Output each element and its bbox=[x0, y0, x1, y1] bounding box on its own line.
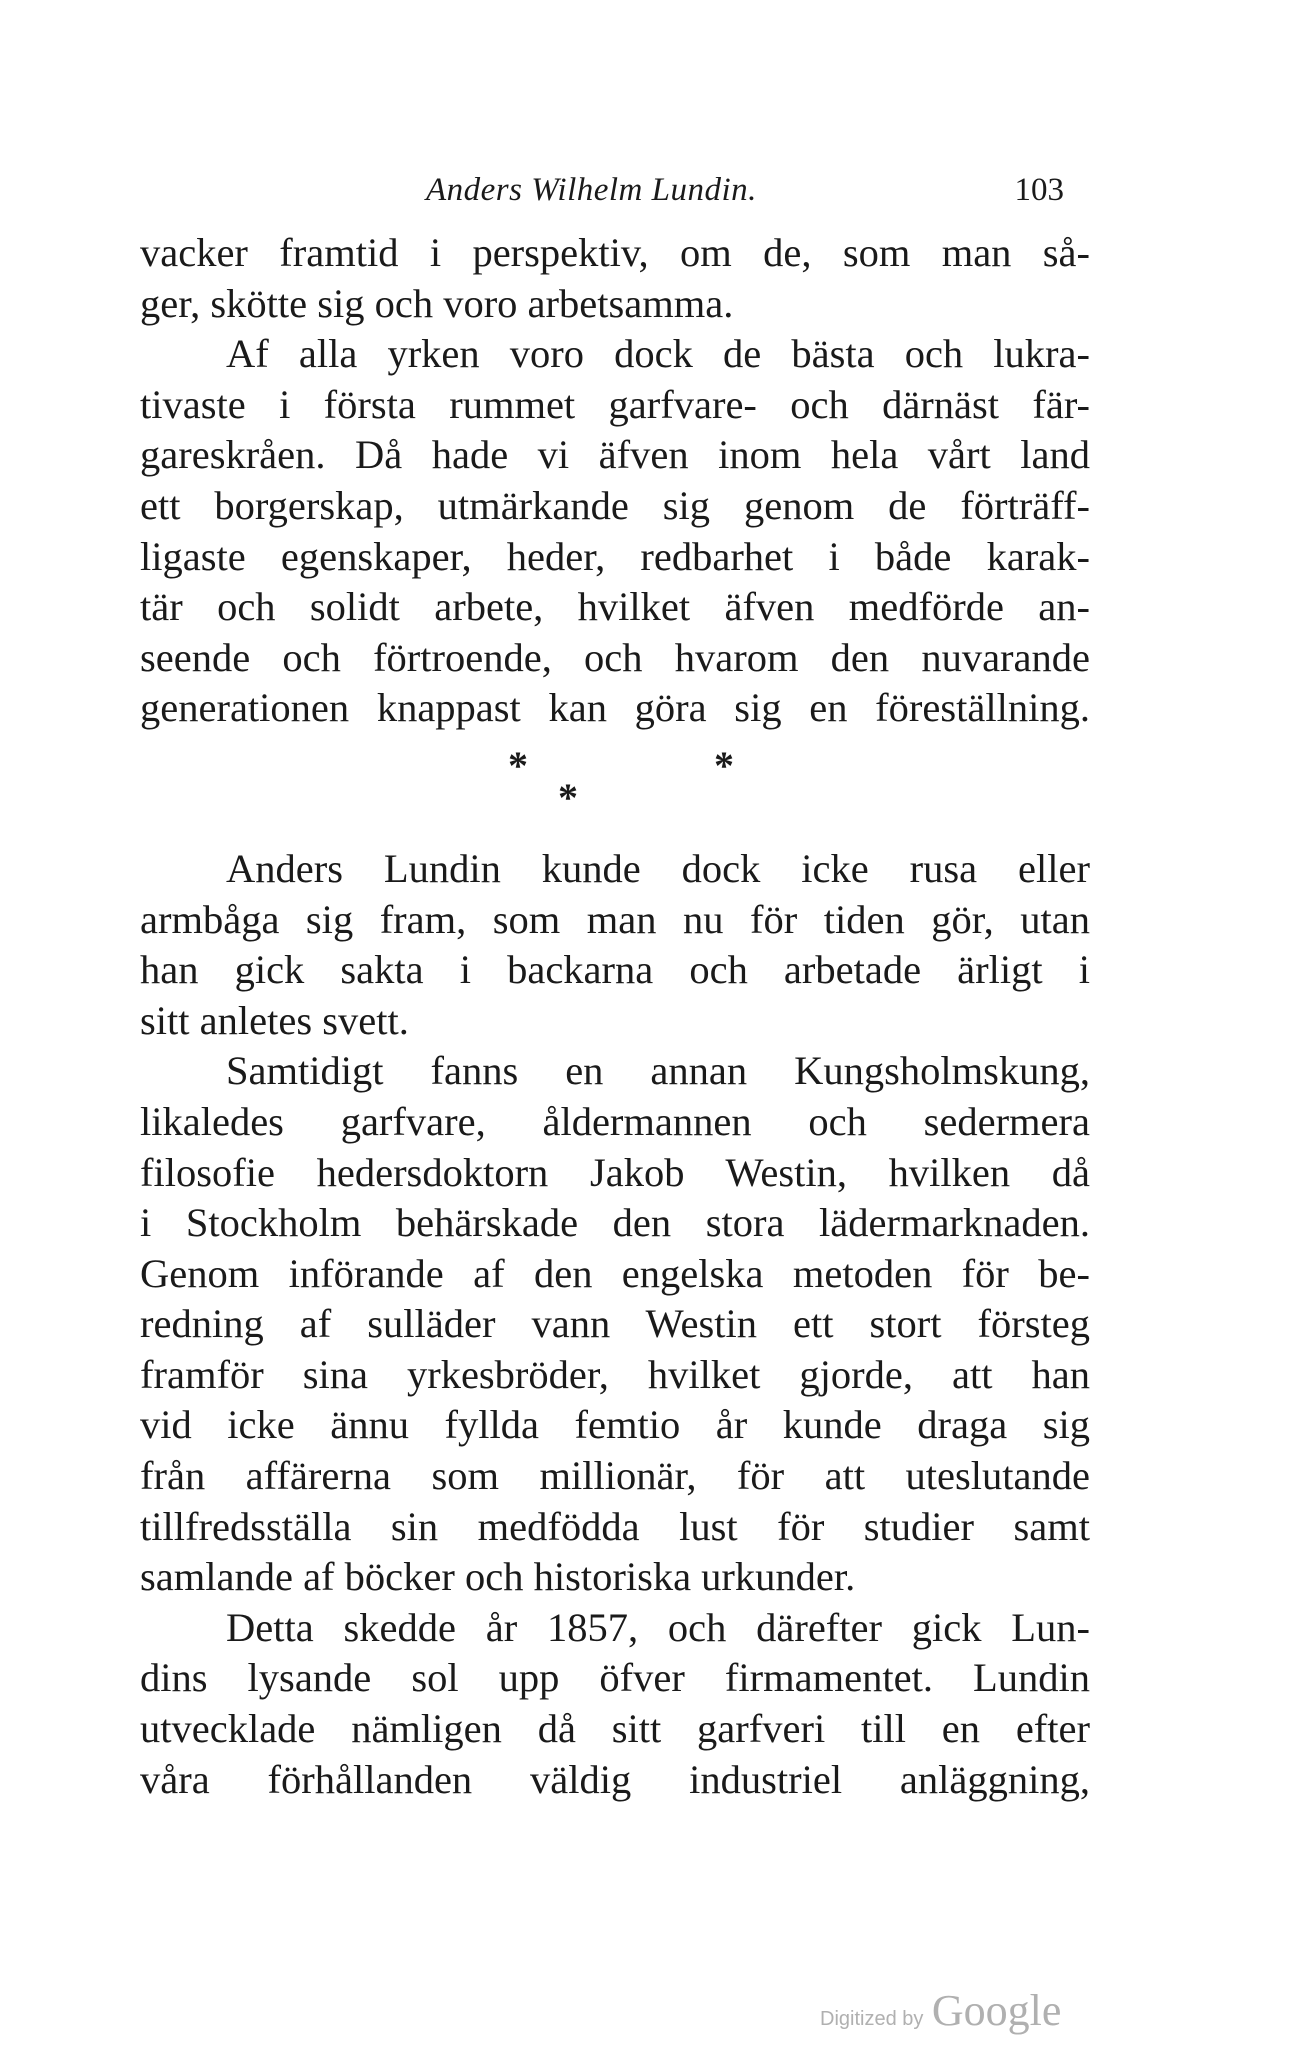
text-line: tär och solidt arbete, hvilket äfven medförde an- bbox=[140, 584, 1090, 630]
text-line: samlande af böcker och historiska urkunder. bbox=[140, 1554, 856, 1600]
text-line: Genom införande af den engelska metoden för be- bbox=[140, 1250, 1090, 1296]
text-line: tillfredsställa sin medfödda lust för studier samt bbox=[140, 1503, 1090, 1549]
text-line: Af alla yrken voro dock de bästa och lukra- bbox=[226, 331, 1090, 377]
paragraph bbox=[140, 1046, 1090, 1603]
section-break-asterism bbox=[140, 734, 1090, 844]
text-line: från affärerna som millionär, för att uteslutande bbox=[140, 1453, 1090, 1499]
text-line: Anders Lundin kunde dock icke rusa eller bbox=[226, 845, 1090, 891]
text-line: sitt anletes svett. bbox=[140, 997, 409, 1043]
asterism-star: * bbox=[508, 742, 528, 788]
text-line: våra förhållanden väldig industriel anläggning, bbox=[140, 1756, 1090, 1802]
text-line: tivaste i första rummet garfvare- och därnäst fär- bbox=[140, 381, 1090, 427]
text-line: vid icke ännu fyllda femtio år kunde draga sig bbox=[140, 1402, 1090, 1448]
text-line: utvecklade nämligen då sitt garfveri till en efter bbox=[140, 1706, 1090, 1752]
text-line: framför sina yrkesbröder, hvilket gjorde, att han bbox=[140, 1351, 1090, 1397]
paragraph bbox=[140, 228, 1090, 329]
text-line: armbåga sig fram, som man nu för tiden gör, utan bbox=[140, 896, 1090, 942]
body-text bbox=[140, 228, 1090, 1805]
text-line: seende och förtroende, och hvarom den nuvarande bbox=[140, 634, 1090, 680]
watermark-prefix: Digitized by bbox=[820, 2008, 924, 2030]
text-line: han gick sakta i backarna och arbetade ärligt i bbox=[140, 947, 1090, 993]
asterism-star: * bbox=[558, 774, 578, 820]
paragraph bbox=[140, 844, 1090, 1046]
running-head bbox=[140, 172, 1090, 222]
text-line: ligaste egenskaper, heder, redbarhet i både karak- bbox=[140, 533, 1090, 579]
text-line: redning af sulläder vann Westin ett stort försteg bbox=[140, 1301, 1090, 1347]
paragraph bbox=[140, 1603, 1090, 1805]
text-line: i Stockholm behärskade den stora lädermarknaden. bbox=[140, 1200, 1090, 1246]
text-line: Detta skedde år 1857, och därefter gick Lun- bbox=[226, 1604, 1090, 1650]
text-line: ett borgerskap, utmärkande sig genom de förträff- bbox=[140, 482, 1090, 528]
text-line: gareskråen. Då hade vi äfven inom hela vårt land bbox=[140, 432, 1090, 478]
text-line: dins lysande sol upp öfver firmamentet. Lundin bbox=[140, 1655, 1090, 1701]
digitized-by-watermark bbox=[820, 1985, 1061, 2036]
text-line: Samtidigt fanns en annan Kungsholmskung, bbox=[226, 1048, 1090, 1094]
text-line: ger, skötte sig och voro arbetsamma. bbox=[140, 280, 734, 326]
text-line: filosofie hedersdoktorn Jakob Westin, hvilken då bbox=[140, 1149, 1090, 1195]
running-title: Anders Wilhelm Lundin. bbox=[426, 172, 757, 208]
text-line: likaledes garfvare, åldermannen och sedermera bbox=[140, 1098, 1090, 1144]
text-line: vacker framtid i perspektiv, om de, som man så- bbox=[140, 230, 1090, 275]
text-line: generationen knappast kan göra sig en föreställning. bbox=[140, 685, 1090, 731]
asterism-star: * bbox=[714, 742, 734, 788]
page-number: 103 bbox=[1014, 172, 1064, 208]
paragraph bbox=[140, 329, 1090, 734]
google-logo: Google bbox=[931, 1986, 1062, 2035]
